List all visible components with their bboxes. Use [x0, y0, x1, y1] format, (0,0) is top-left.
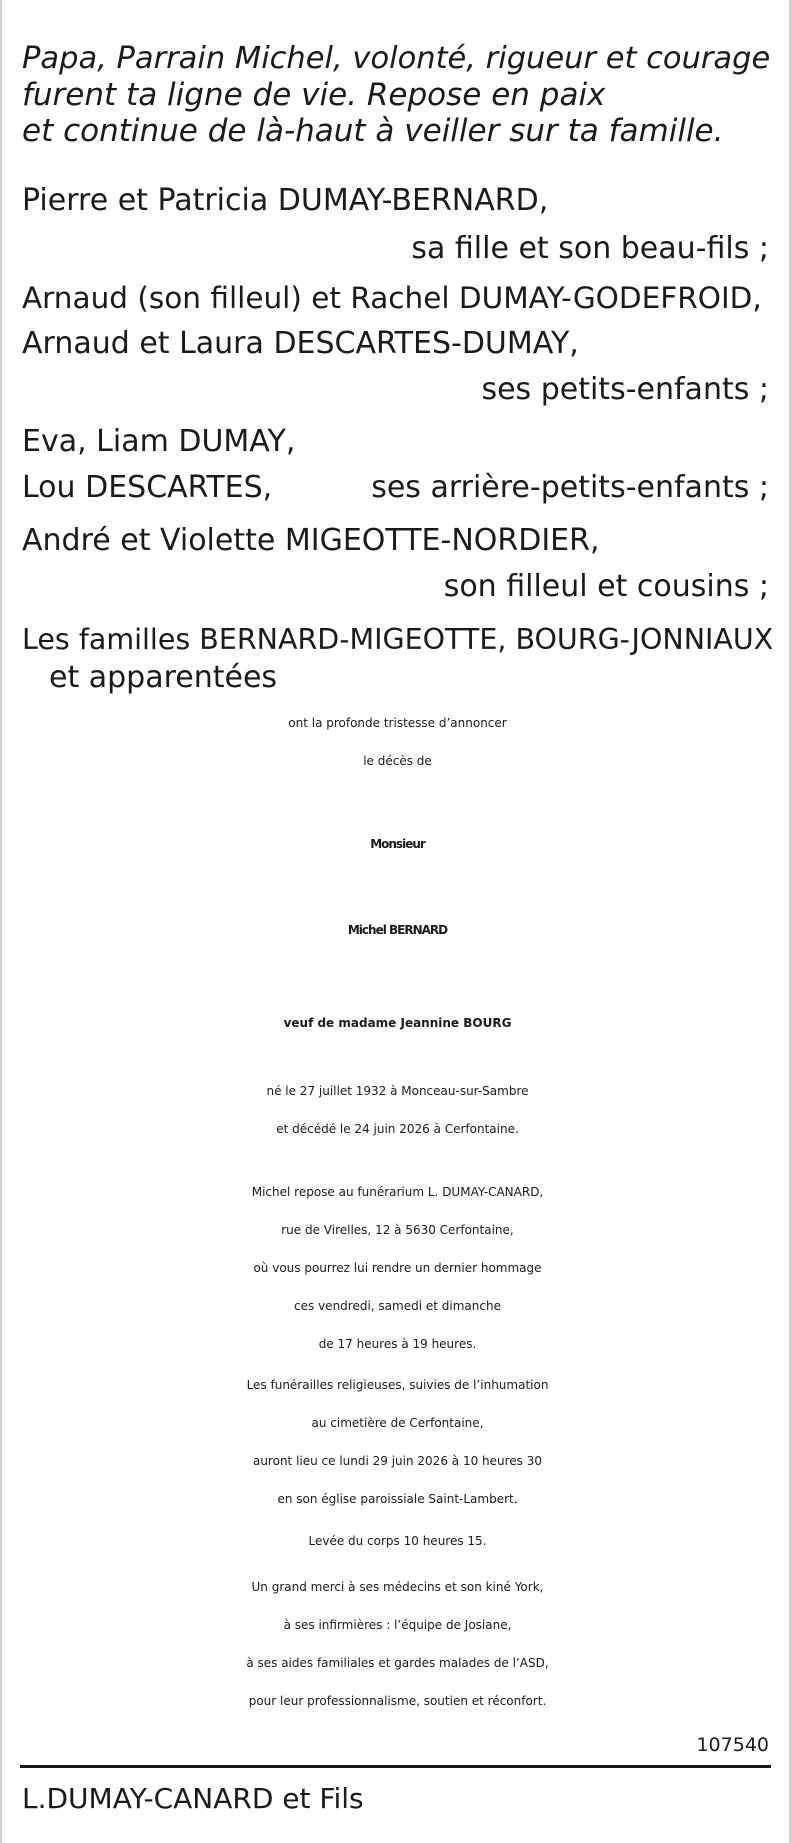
announcement-line: ont la profonde tristesse d’annoncer [288, 716, 507, 730]
poem-line: furent ta ligne de vie. Repose en paix [22, 77, 606, 113]
announcement-line: le décès de [363, 754, 432, 768]
footer-divider [20, 1765, 771, 1768]
funeral-line: auront lieu ce lundi 29 juin 2026 à 10 heures 30 [252, 1454, 543, 1468]
funeral-home-name: L.DUMAY-CANARD et Fils [22, 1782, 364, 1815]
poem-line: Papa, Parrain Michel, volonté, rigueur et courage [22, 41, 771, 76]
visitation-line: où vous pourrez lui rendre un dernier hommage [253, 1261, 542, 1275]
funeral-line: en son église paroissiale Saint-Lambert. [277, 1492, 518, 1506]
family-relation: son filleul et cousins ; [443, 569, 769, 604]
poem-line: et continue de là-haut à veiller sur ta famille. [22, 113, 724, 149]
visitation-line: ces vendredi, samedi et dimanche [294, 1299, 501, 1313]
family-relation: sa fille et son beau-fils ; [411, 231, 769, 266]
family-name: André et Violette MIGEOTTE-NORDIER, [22, 523, 600, 558]
family-name: et apparentées [49, 660, 278, 695]
thanks-line: à ses aides familiales et gardes malades de l’ASD, [246, 1656, 549, 1670]
visitation-line: rue de Virelles, 12 à 5630 Cerfontaine, [281, 1223, 514, 1237]
funeral-line: Les funérailles religieuses, suivies de l’inhumation [246, 1378, 549, 1392]
thanks-line: pour leur professionnalisme, soutien et réconfort. [248, 1694, 547, 1708]
family-relation: ses arrière-petits-enfants ; [371, 470, 769, 505]
deceased-name: Michel BERNARD [347, 923, 448, 937]
family-name: Arnaud et Laura DESCARTES-DUMAY, [22, 326, 579, 361]
family-relation: ses petits-enfants ; [481, 372, 769, 407]
family-name: Les familles BERNARD-MIGEOTTE, BOURG-JONNIAUX [22, 623, 774, 656]
family-name: Eva, Liam DUMAY, [22, 424, 296, 459]
death-line: et décédé le 24 juin 2026 à Cerfontaine. [276, 1122, 519, 1136]
family-name: Arnaud (son filleul) et Rachel DUMAY-GODEFROID, [22, 281, 762, 315]
birth-line: né le 27 juillet 1932 à Monceau-sur-Sambre [266, 1084, 529, 1098]
visitation-line: de 17 heures à 19 heures. [318, 1337, 477, 1351]
thanks-line: à ses infirmières : l’équipe de Josiane, [283, 1618, 512, 1632]
visitation-line: Michel repose au funérarium L. DUMAY-CANARD, [251, 1185, 544, 1199]
funeral-line: au cimetière de Cerfontaine, [311, 1416, 484, 1430]
widow-of: veuf de madame Jeannine BOURG [283, 1016, 512, 1030]
deceased-title: Monsieur [370, 837, 425, 851]
reference-number: 107540 [696, 1734, 769, 1756]
family-name: Lou DESCARTES, [22, 470, 273, 505]
family-name: Pierre et Patricia DUMAY-BERNARD, [22, 183, 549, 218]
thanks-line: Un grand merci à ses médecins et son kiné York, [251, 1580, 544, 1594]
levee-line: Levée du corps 10 heures 15. [308, 1534, 487, 1548]
